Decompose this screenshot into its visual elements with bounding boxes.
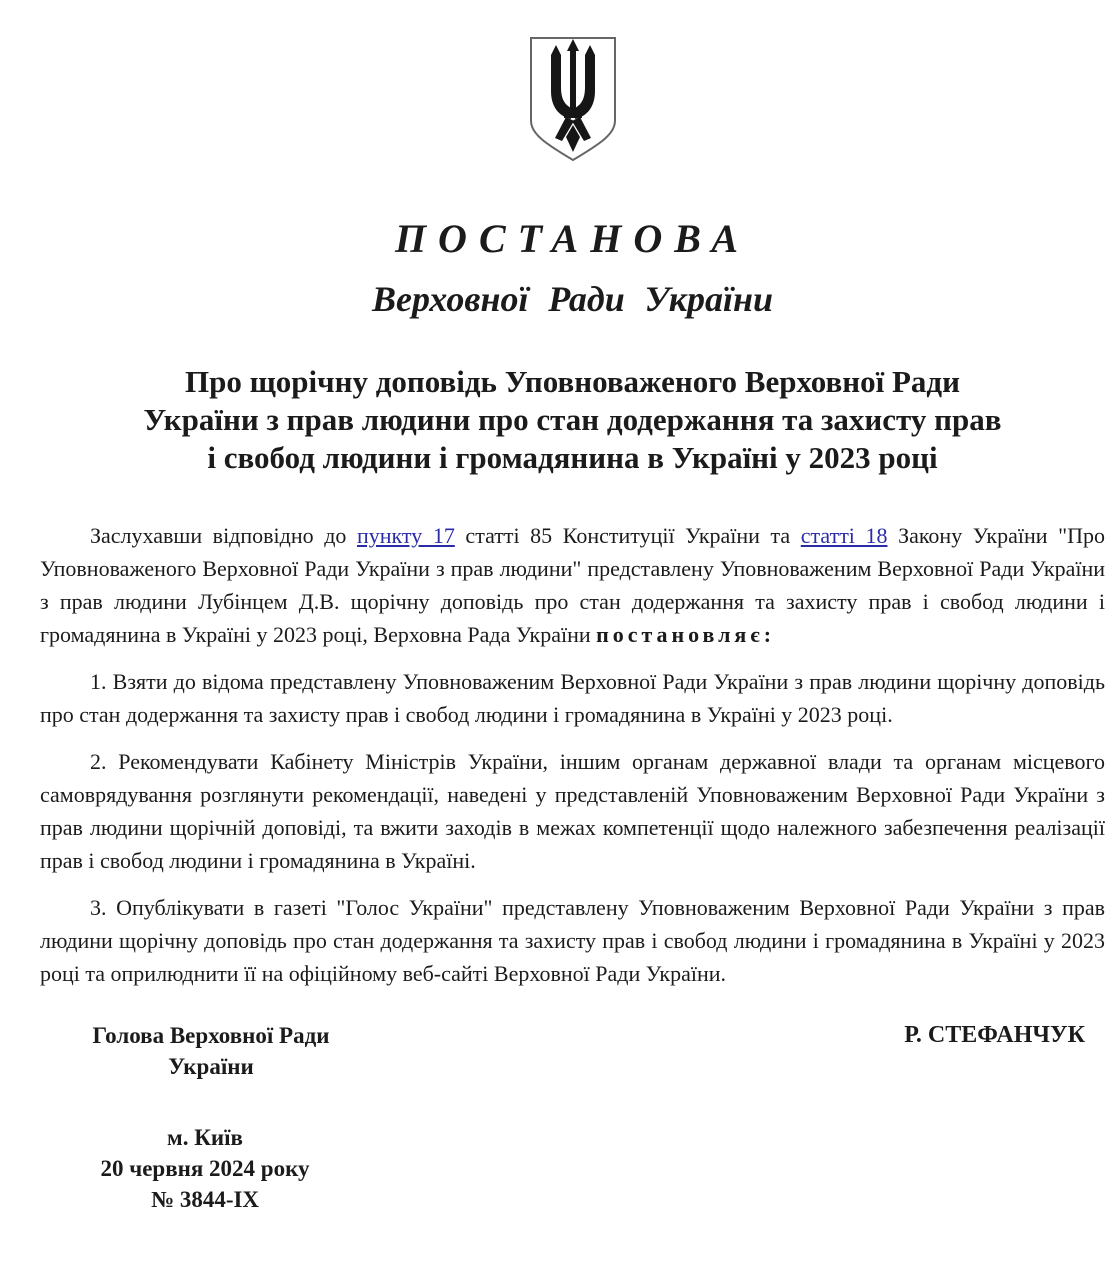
signature-position [66,1020,356,1082]
footer-date: 20 червня 2024 року [100,1156,310,1181]
preamble-paragraph [40,519,1105,651]
resolve-verb: постановляє: [596,622,775,647]
preamble-text-2: статті 85 Конституції України та [454,523,801,548]
footer-block [40,1122,370,1215]
footer-city: м. Київ [167,1125,243,1150]
footer-number: № 3844-IX [150,1187,260,1212]
signature-position-line-1: Голова Верховної Ради [92,1023,330,1048]
resolution-item-2: 2. Рекомендувати Кабінету Міністрів України, іншим органам державної влади та органам місцевого самоврядування розглянути рекомендації, наведені у представленій Уповноваженим Верховної Ради України з прав людини щорічній доповіді, та вжити заходів в межах компетенції щодо належного забезпечення реалізації прав і свобод людини і громадянина в Україні. [40,749,1105,873]
signature-name: Р. СТЕФАНЧУК [904,1022,1085,1048]
coat-of-arms [40,35,1105,163]
document-type-title: ПОСТАНОВА [394,216,751,261]
resolution-item-3: 3. Опублікувати в газеті "Голос України" представлену Уповноваженим Верховної Ради України з прав людини щорічну доповідь про стан додержання та захисту прав і свобод людини і громадянина в Україні у 2023 році та оприлюднити її на офіційному веб-сайті Верховної Ради України. [40,895,1105,986]
ukraine-trident-icon [525,35,621,163]
link-stattia-18[interactable]: статті 18 [800,523,888,548]
resolution-item-1: 1. Взяти до відома представлену Уповноваженим Верховної Ради України з прав людини щорічну доповідь про стан додержання та захисту прав і свобод людини і громадянина в Україні у 2023 році. [40,669,1105,727]
preamble-text-1: Заслухавши відповідно до [90,523,357,548]
resolution-title-line-2: України з прав людини про стан додержання та захисту прав [143,402,1002,437]
authority-subtitle: Верховної Ради України [372,279,773,319]
signature-row [40,1020,1105,1082]
resolution-title-line-1: Про щорічну доповідь Уповноваженого Верховної Ради [185,364,960,399]
resolution-title [40,363,1105,477]
resolution-title-line-3: і свобод людини і громадянина в Україні у 2023 році [207,440,938,475]
document-body [40,519,1105,990]
document-content [40,0,1105,1215]
link-punkt-17[interactable]: пункту 17 [356,523,455,548]
signature-position-line-2: України [168,1054,254,1079]
preamble-text-3: Закону України "Про Уповноваженого Верховної Ради України з прав людини" представлену Уповноваженим Верховної Ради України з прав людини Лубінцем Д.В. щорічну доповідь про стан додержання та захисту прав і свобод людини і громадянина в Україні у 2023 році, Верховна Рада України [40,523,1105,647]
